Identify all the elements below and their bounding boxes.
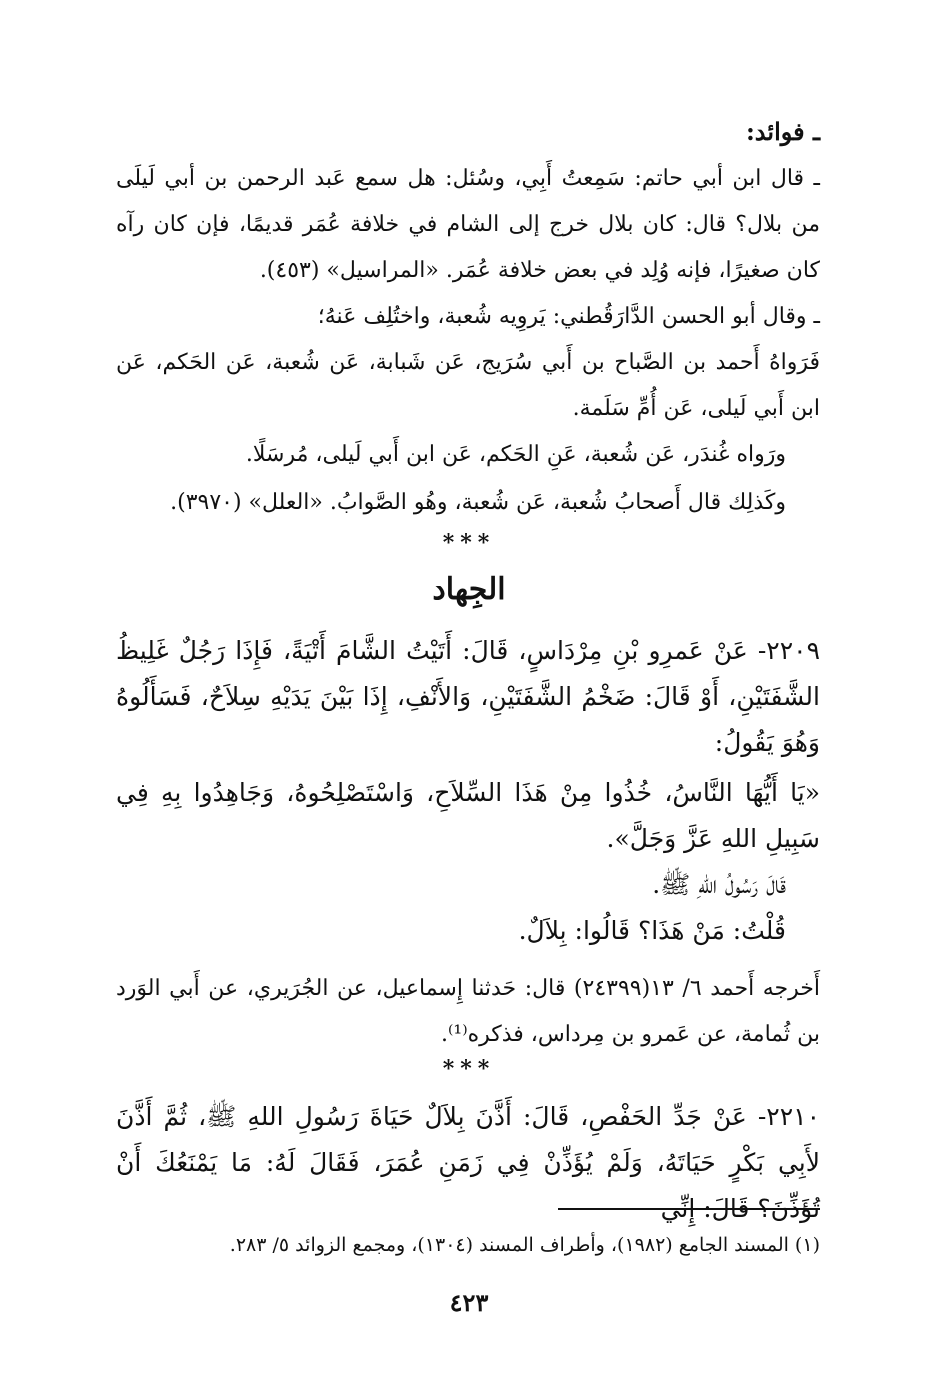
benefit-paragraph-4: ورَواه غُندَر، عَن شُعبة، عَنِ الحَكم، عَن ابن أَبي لَيلى، مُرسَلًا. <box>245 442 786 467</box>
hadith-2209-line: قُلْتُ: مَنْ هَذَا؟ قَالُوا: بِلاَلٌ. <box>518 916 786 945</box>
hadith-2209-takhrij: أَخرجه أَحمد ٦/ ١٣(٢٤٣٩٩) قال: حَدثنا إِسماعيل، عن الجُرَيري، عن أَبي الوَرد بن ثُمامة، عن عَمرو بن مِرداس، فذكره⁽¹⁾. <box>116 976 820 1047</box>
hadith-2209-quote: «يَا أَيُّهَا النَّاسُ، خُذُوا مِنْ هَذَا السِّلاَحِ، وَاسْتَصْلِحُوهُ، وَجَاهِدُوا بِهِ فِي سَبِيلِ اللهِ عَزَّ وَجَلَّ». <box>116 778 820 853</box>
benefits-heading: ـ فوائد: <box>745 117 820 146</box>
footnote-rule <box>558 1208 820 1210</box>
benefit-paragraph-3: فَرَواهُ أَحمد بن الصَّباح بن أَبي سُرَيج، عَن شَبابة، عَن شُعبة، عَن الحَكم، عَن ابن أَبي لَيلى، عَن أُمِّ سَلَمة. <box>116 350 820 421</box>
benefit-paragraph-2: ـ وقال أبو الحسن الدَّارَقُطني: يَروِيه شُعبة، واختُلِف عَنهُ؛ <box>317 304 820 329</box>
benefit-paragraph-1: ـ قال ابن أبي حاتم: سَمِعتُ أَبِي، وسُئل: هل سمع عَبد الرحمن بن أبي لَيلَى من بلال؟ قال: كان بلال خرج إلى الشام في خلافة عُمَر قديمًا، فإن كان رآه كان صغيرًا، فإنه وُلِد في بعض خلافة عُمَر. «المراسيل» (٤٥٣). <box>116 166 820 283</box>
page-number: ٤٢٣ <box>449 1288 489 1317</box>
benefit-paragraph-5: وكَذلِك قال أَصحابُ شُعبة، عَن شُعبة، وهُو الصَّوابُ. «العلل» (٣٩٧٠). <box>170 490 786 515</box>
footnote: (١) المسند الجامع (١٩٨٢)، وأطراف المسند (١٣٠٤)، ومجمع الزوائد ٥/ ٢٨٣. <box>229 1234 820 1256</box>
section-separator: *** <box>442 1056 496 1082</box>
hadith-2210-text: ٢٢١٠- عَنْ جَدِّ الحَفْصِ، قَالَ: أَذَّنَ بِلاَلٌ حَيَاةَ رَسُولِ اللهِ ﷺ، ثُمَّ أَذَّنَ لأَبِي بَكْرٍ حَيَاتَهُ، وَلَمْ يُؤَذِّنْ فِي زَمَنِ عُمَرَ، فَقَالَ لَهُ: مَا يَمْنَعُكَ أَنْ تُؤَذِّنَ؟ قَالَ: إِنِّي <box>116 1102 820 1223</box>
hadith-2209-text: ٢٢٠٩- عَنْ عَمرِو بْنِ مِرْدَاسٍ، قَالَ: أَتَيْتُ الشَّامَ أَتْيَةً، فَإِذَا رَجُلٌ غَلِيظُ الشَّفَتَيْنِ، أَوْ قَالَ: ضَخْمُ الشَّفَتَيْنِ، وَالأَنْفِ، إِذَا بَيْنَ يَدَيْهِ سِلاَحٌ، فَسَأَلُوهُ وَهُوَ يَقُولُ: <box>116 636 820 757</box>
section-title: الجِهاد <box>432 572 506 607</box>
hadith-2209-line: قَالَ رَسُولُ اللهِ ﷺ. <box>652 870 786 899</box>
section-separator: *** <box>442 530 496 556</box>
